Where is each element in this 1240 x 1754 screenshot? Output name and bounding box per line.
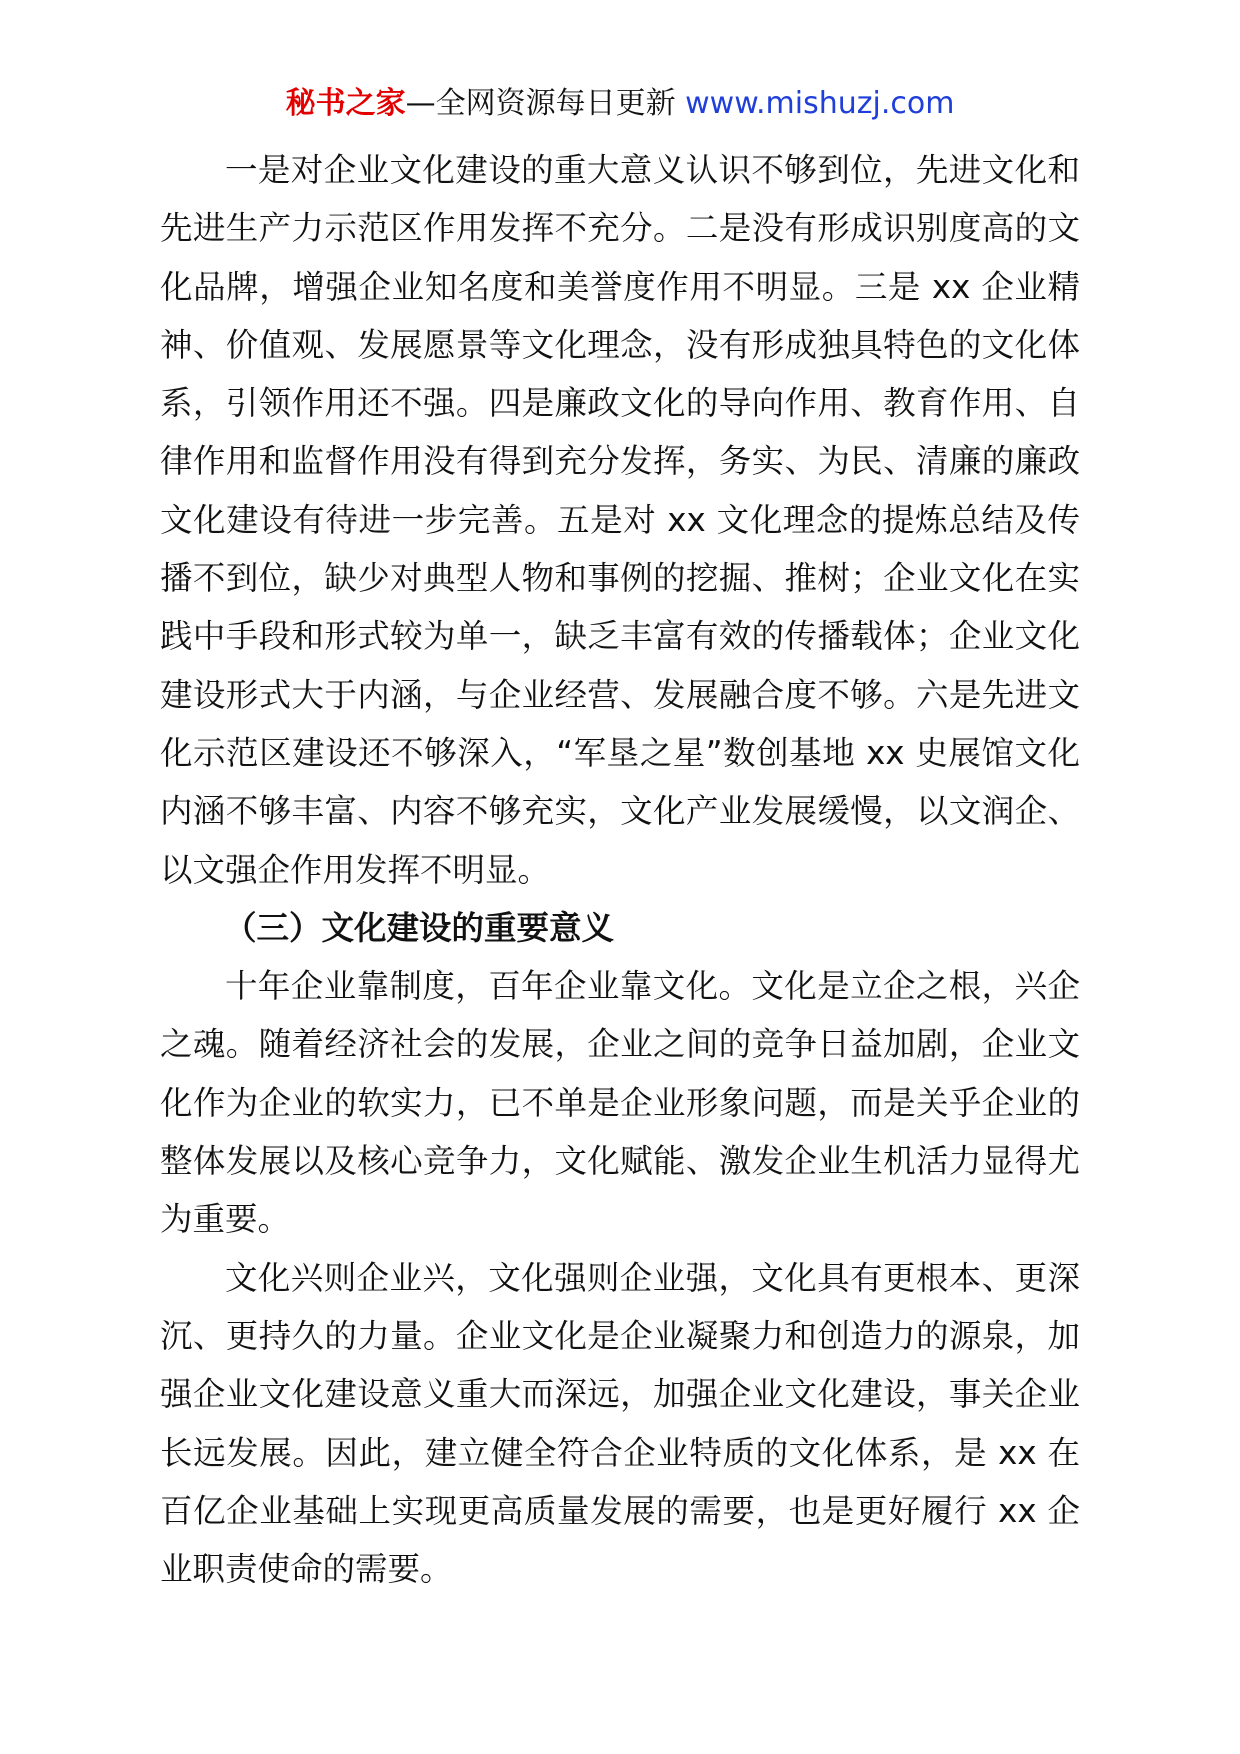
brand-name: 秘书之家 <box>285 86 406 121</box>
paragraph-importance-2: 文化兴则企业兴，文化强则企业强，文化具有更根本、更深沉、更持久的力量。企业文化是企业凝聚力和创造力的源泉，加强企业文化建设意义重大而深远，加强企业文化建设，事关企业长远发展。因此，建立健全符合企业特质的文化体系，是 xx 在百亿企业基础上实现更高质量发展的需要，也是更好履行 xx 企业职责使命的需要。 <box>160 1258 1080 1589</box>
site-header <box>0 84 1240 124</box>
document-body <box>160 141 1080 1598</box>
header-tagline: —全网资源每日更新 <box>405 86 676 121</box>
section-heading: （三）文化建设的重要意义 <box>224 908 615 947</box>
site-url-link[interactable]: www.mishuzj.com <box>685 86 955 121</box>
paragraph-problems: 一是对企业文化建设的重大意义认识不够到位，先进文化和先进生产力示范区作用发挥不充分。二是没有形成识别度高的文化品牌，增强企业知名度和美誉度作用不明显。三是 xx 企业精神、价值观、发展愿景等文化理念，没有形成独具特色的文化体系，引领作用还不强。四是廉政文化的导向作用、教育作用、自律作用和监督作用没有得到充分发挥，务实、为民、清廉的廉政文化建设有待进一步完善。五是对 xx 文化理念的提炼总结及传播不到位，缺少对典型人物和事例的挖掘、推树；企业文化在实践中手段和形式较为单一，缺乏丰富有效的传播载体；企业文化建设形式大于内涵，与企业经营、发展融合度不够。六是先进文化示范区建设还不够深入，“军垦之星”数创基地 xx 史展馆文化内涵不够丰富、内容不够充实，文化产业发展缓慢，以文润企、以文强企作用发挥不明显。 <box>160 151 1080 889</box>
paragraph-importance-1: 十年企业靠制度，百年企业靠文化。文化是立企之根，兴企之魂。随着经济社会的发展，企业之间的竞争日益加剧，企业文化作为企业的软实力，已不单是企业形象问题，而是关乎企业的整体发展以及核心竞争力，文化赋能、激发企业生机活力显得尤为重要。 <box>160 967 1080 1239</box>
